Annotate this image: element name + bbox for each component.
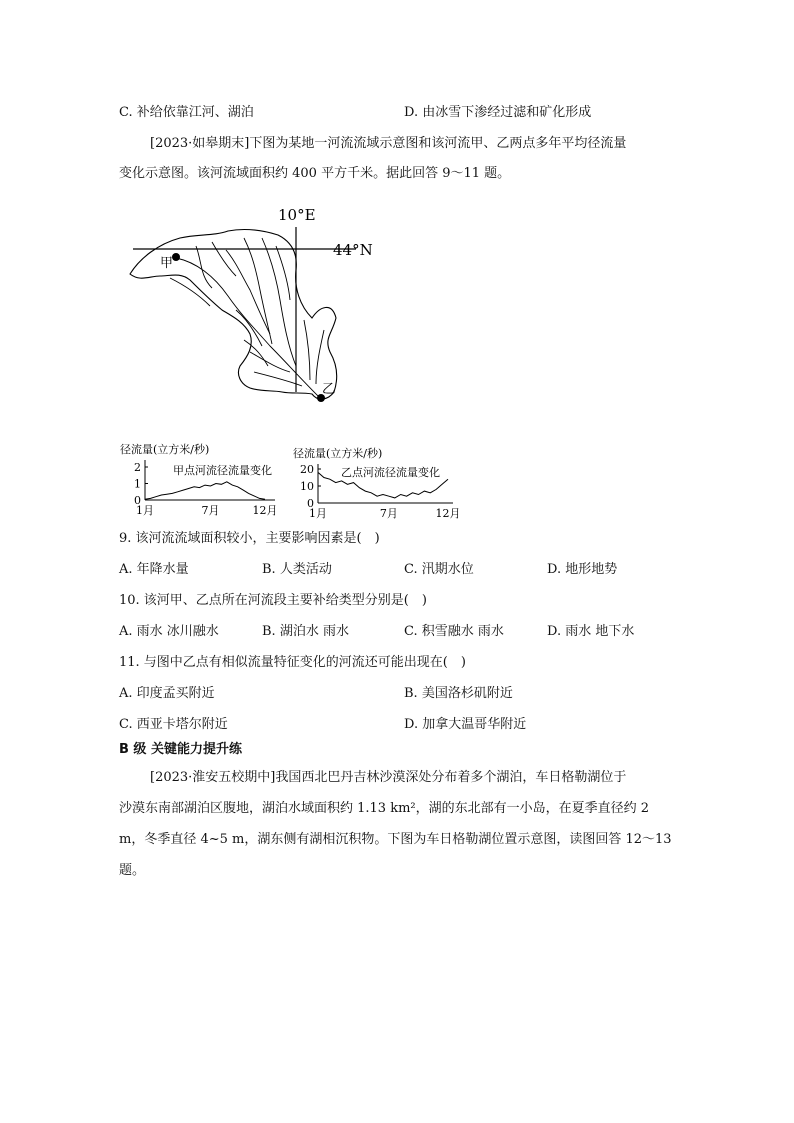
q9-option-a[interactable]: A. 年降水量 [119, 562, 189, 577]
q11-stem: 11. 与图中乙点有相似流量特征变化的河流还可能出现在( ) [119, 655, 466, 670]
q10-option-c[interactable]: C. 积雪融水 雨水 [404, 624, 504, 639]
river-basin-map [120, 200, 380, 415]
chart-jia-series-line [145, 482, 265, 499]
q9-option-b[interactable]: B. 人类活动 [262, 562, 332, 577]
chart-yi-title: 乙点河流径流量变化 [341, 466, 440, 479]
q9-option-c[interactable]: C. 汛期水位 [404, 562, 474, 577]
chart-yi-xtick-label: 7月 [379, 507, 398, 520]
chart-jia-ytick-label: 0 [134, 494, 141, 507]
chart-yi-runoff [288, 440, 468, 520]
intro2-line-3: m，冬季直径 4~5 m，湖东侧有湖相沉积物。下图为车日格勒湖位置示意图，读图回答 12～13 [119, 832, 672, 847]
chart-yi-ytick-label: 0 [307, 497, 314, 510]
q9-option-d[interactable]: D. 地形地势 [547, 562, 618, 577]
chart-jia-runoff [115, 440, 290, 520]
intro-line-1: [2023·如皋期末]下图为某地一河流流域示意图和该河流甲、乙两点多年平均径流量 [150, 136, 627, 151]
q11-option-d[interactable]: D. 加拿大温哥华附近 [404, 717, 527, 732]
point-yi-label: 乙 [322, 382, 336, 397]
point-jia-marker [172, 253, 180, 261]
point-jia-label: 甲 [160, 256, 174, 271]
q10-option-d[interactable]: D. 雨水 地下水 [547, 624, 635, 639]
intro-line-2: 变化示意图。该河流域面积约 400 平方千米。据此回答 9～11 题。 [119, 166, 511, 181]
section-b-heading: B 级 关键能力提升练 [119, 742, 242, 757]
intro2-line-4: 题。 [119, 863, 146, 878]
chart-jia-ytick-label: 1 [134, 477, 141, 491]
chart-jia-ylabel: 径流量(立方米/秒) [120, 443, 210, 456]
chart-yi-ytick-label: 20 [300, 463, 314, 476]
chart-yi-xtick-label: 12月 [435, 507, 461, 520]
chart-yi-ylabel: 径流量(立方米/秒) [293, 447, 383, 460]
chart-jia-xtick-label: 12月 [252, 504, 278, 517]
chart-yi-xtick-label: 1月 [309, 507, 327, 520]
river-network [170, 238, 324, 398]
latitude-label: 44°N [333, 241, 373, 259]
q11-option-b[interactable]: B. 美国洛杉矶附近 [404, 686, 513, 701]
intro2-line-1: [2023·淮安五校期中]我国西北巴丹吉林沙漠深处分布着多个湖泊，车日格勒湖位于 [150, 770, 627, 785]
q10-option-a[interactable]: A. 雨水 冰川融水 [119, 624, 219, 639]
q11-option-c[interactable]: C. 西亚卡塔尔附近 [119, 717, 228, 732]
chart-jia-title: 甲点河流径流量变化 [173, 464, 272, 477]
option-d: D. 由冰雪下渗经过滤和矿化形成 [404, 105, 592, 120]
option-c: C. 补给依靠江河、湖泊 [119, 105, 254, 120]
chart-jia-xtick-label: 1月 [136, 504, 154, 517]
chart-yi-ytick-label: 10 [300, 480, 314, 493]
chart-jia-xtick-label: 7月 [201, 504, 220, 517]
q9-stem: 9. 该河流流域面积较小，主要影响因素是( ) [119, 531, 380, 546]
intro2-line-2: 沙漠东南部湖泊区腹地，湖泊水域面积约 1.13 km²，湖的东北部有一小岛，在夏季直径约 2 [119, 801, 650, 816]
q10-option-b[interactable]: B. 湖泊水 雨水 [262, 624, 349, 639]
q10-stem: 10. 该河甲、乙点所在河流段主要补给类型分别是( ) [119, 593, 427, 608]
q11-option-a[interactable]: A. 印度孟买附近 [119, 686, 215, 701]
longitude-label: 10°E [278, 206, 316, 224]
chart-jia-ytick-label: 2 [134, 461, 141, 474]
